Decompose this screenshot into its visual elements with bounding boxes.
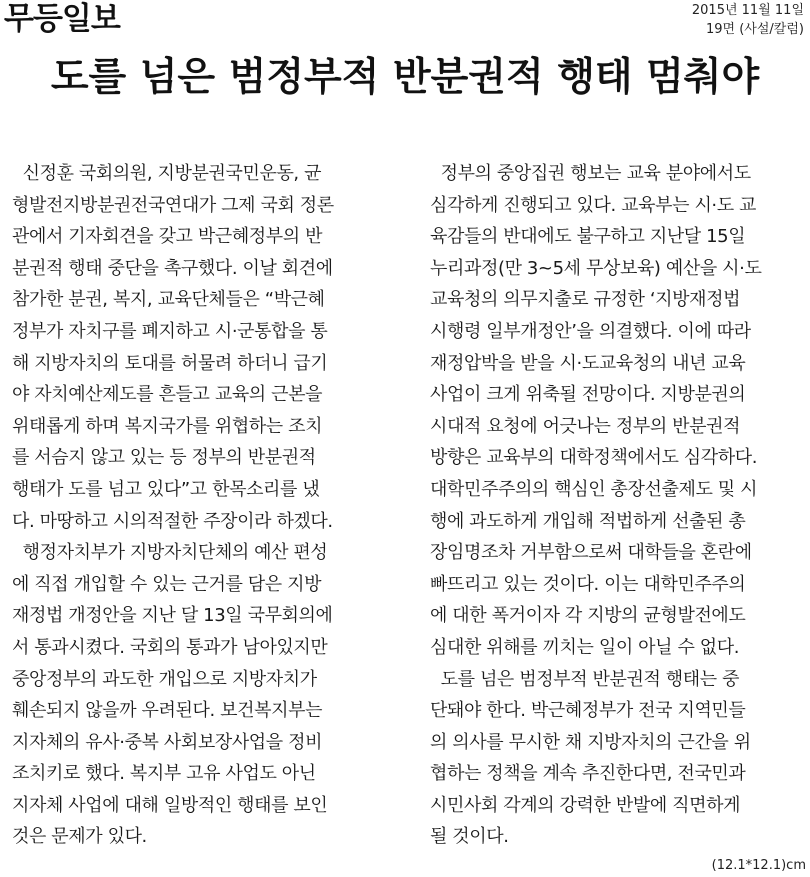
page-section: 19면 (사설/칼럼): [706, 22, 804, 37]
article-text-line: 조치키로 했다. 복지부 고유 사업도 아닌: [12, 763, 316, 785]
article-text-line: 단돼야 한다. 박근혜정부가 전국 지역민들: [430, 700, 746, 722]
article-text-line: 의 의사를 무시한 채 지방자치의 근간을 위: [430, 731, 751, 753]
article-text-line: 시민사회 각계의 강력한 반발에 직면하게: [430, 794, 741, 816]
article-text-line: 재정압박을 받을 시·도교육청의 내년 교육: [430, 352, 746, 374]
article-text-line: 에 대한 폭거이자 각 지방의 균형발전에도: [430, 605, 746, 627]
article-text-line: 방향은 교육부의 대학정책에서도 심각하다.: [430, 447, 758, 469]
article-text-line: 시행령 일부개정안’을 의결했다. 이에 따라: [430, 320, 751, 342]
article-text-line: 훼손되지 않을까 우려된다. 보건복지부는: [12, 700, 323, 722]
article-text-line: 누리과정(만 3~5세 무상보육) 예산을 시·도: [430, 257, 762, 279]
article-text-line: 다. 마땅하고 시의적절한 주장이라 하겠다.: [12, 510, 333, 532]
article-text-line: 지자체의 유사·중복 사회보장사업을 정비: [12, 731, 323, 753]
article-text-line: 육감들의 반대에도 불구하고 지난달 15일: [430, 226, 746, 248]
article-text-line: 행정자치부가 지방자치단체의 예산 편성: [12, 542, 328, 564]
article-text-line: 될 것이다.: [430, 826, 509, 848]
article-text-line: 야 자치예산제도를 흔들고 교육의 근본을: [12, 384, 323, 406]
article-text-line: 대학민주주의의 핵심인 총장선출제도 및 시: [430, 478, 758, 500]
article-text-line: 관에서 기자회견을 갖고 박근혜정부의 반: [12, 226, 323, 248]
article-text-line: 장임명조차 거부함으로써 대학들을 혼란에: [430, 542, 752, 564]
article-meta: [692, 1, 804, 39]
article-text-line: 정부의 중앙집권 행보는 교육 분야에서도: [430, 163, 751, 184]
article-text-line: 지자체 사업에 대해 일방적인 행태를 보인: [12, 794, 328, 816]
article-text-line: 심대한 위해를 끼치는 일이 아닐 수 없다.: [430, 636, 740, 658]
article-text-line: 해 지방자치의 토대를 허물려 하더니 급기: [12, 352, 328, 374]
article-text-line: 행에 과도하게 개입해 적법하게 선출된 총: [430, 510, 746, 532]
article-text-line: 신정훈 국회의원, 지방분권국민운동, 균: [12, 163, 322, 184]
article-text-line: 위태롭게 하며 복지국가를 위협하는 조치: [12, 415, 323, 437]
article-text-line: 사업이 크게 위축될 전망이다. 지방분권의: [430, 384, 746, 406]
article-text-line: 정부가 자치구를 폐지하고 시·군통합을 통: [12, 320, 328, 342]
article-text-line: 협하는 정책을 계속 추진한다면, 전국민과: [430, 763, 746, 785]
article-text-line: 교육청의 의무지출로 규정한 ‘지방재정법: [430, 289, 741, 311]
article-headline: [0, 54, 810, 102]
article-text-line: 서 통과시켰다. 국회의 통과가 남아있지만: [12, 636, 328, 658]
article-text-line: 빠뜨리고 있는 것이다. 이는 대학민주주의: [430, 573, 746, 595]
article-text-line: 형발전지방분권전국연대가 그제 국회 정론: [12, 194, 334, 216]
article-text-line: 참가한 분권, 복지, 교육단체들은 “박근혜: [12, 289, 325, 311]
article-text-line: 것은 문제가 있다.: [12, 826, 147, 848]
article-text-line: 분권적 행태 중단을 촉구했다. 이날 회견에: [12, 257, 333, 279]
article-column-left: [12, 158, 394, 853]
article-column-right: [430, 158, 808, 853]
publication-date: 2015년 11월 11일: [691, 3, 804, 18]
article-text-line: 재정법 개정안을 지난 달 13일 국무회의에: [12, 605, 333, 627]
newspaper-masthead: 무등일보: [4, 1, 120, 37]
article-text-line: 심각하게 진행되고 있다. 교육부는 시·도 교: [430, 194, 757, 216]
article-text-line: 행태가 도를 넘고 있다”고 한목소리를 냈: [12, 478, 320, 500]
article-text-line: 시대적 요청에 어긋나는 정부의 반분권적: [430, 415, 741, 437]
article-text-line: 에 직접 개입할 수 있는 근거를 담은 지방: [12, 573, 322, 595]
article-size-note: (12.1*12.1)cm: [711, 858, 806, 873]
article-text-line: 중앙정부의 과도한 개입으로 지방자치가: [12, 668, 317, 690]
headline-text: 도를 넘은 범정부적 반분권적 행태 멈춰야: [50, 55, 760, 100]
article-text-line: 도를 넘은 범정부적 반분권적 행태는 중: [430, 668, 740, 690]
article-text-line: 를 서슴지 않고 있는 등 정부의 반분권적: [12, 447, 316, 469]
